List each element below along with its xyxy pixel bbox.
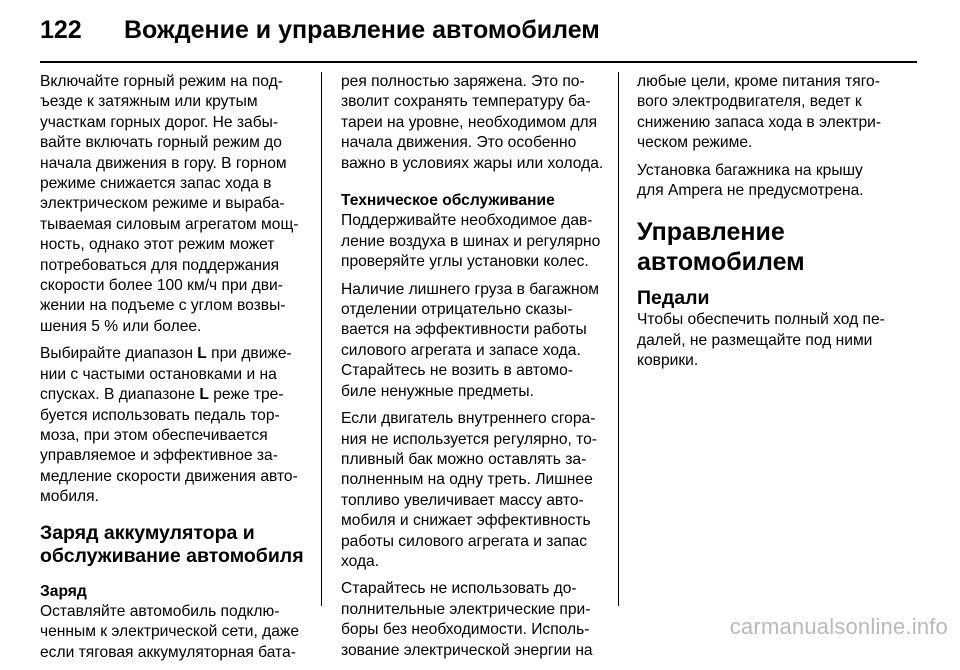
text-line: ление воздуха в шинах и регулярно: [341, 232, 601, 250]
text-line: режиме снижается запас хода в: [40, 175, 272, 193]
text-line: тываемая силовым агрегатом мощ-: [40, 215, 299, 233]
text-line: хода.: [341, 552, 380, 570]
text-line: коврики.: [637, 352, 699, 370]
text-line: зволит сохранять температуру ба-: [341, 93, 591, 111]
text-line: тареи на уровне, необходимом для: [341, 113, 598, 131]
text-line: пливный бак можно оставлять за-: [341, 450, 587, 468]
text-line: зование электрической энергии на: [341, 641, 593, 659]
text-line: для Ampera не предусмотрена.: [637, 182, 864, 200]
paragraph-cargo: [341, 280, 607, 402]
paragraph-hill-mode: [40, 72, 310, 337]
text-column-2: [341, 72, 607, 668]
text-line: отделении отрицательно сказы-: [341, 301, 573, 319]
text-line: Если двигатель внутреннего сгора-: [341, 410, 596, 428]
subheading-maintenance: Техническое обслуживание: [341, 192, 555, 210]
text-line: ность, однако этот режим может: [40, 236, 275, 254]
heading-line: Управление: [637, 218, 785, 247]
gear-range-l: L: [197, 345, 207, 363]
text-line: любые цели, кроме питания тяго-: [637, 73, 880, 90]
watermark: carmanualsonline.info: [729, 614, 948, 639]
paragraph-pedals: [637, 310, 907, 371]
text-line: ъезде к затяжным или крутым: [40, 93, 258, 111]
paragraph-energy-use: [637, 72, 907, 154]
text-line: топливо увеличивает массу авто-: [341, 491, 584, 509]
text-line: скорости более 100 км/ч при дви-: [40, 277, 283, 295]
text-line: полненным на одну треть. Лишнее: [341, 471, 593, 489]
text-line: Поддерживайте необходимое дав-: [341, 212, 593, 230]
text-line: мобиля и снижает эффективность: [341, 512, 591, 530]
text-line: силового агрегата и запасе хода.: [341, 341, 581, 359]
paragraph-roof-rack: [637, 161, 907, 202]
text-run: спусках. В диапазоне: [40, 386, 200, 404]
text-line: жении на подъеме с углом возвы-: [40, 297, 286, 315]
text-line: буется использовать педаль тор-: [40, 406, 280, 424]
heading-line: обслуживание автомобиля: [40, 544, 304, 567]
section-heading-vehicle-control: [637, 217, 907, 277]
text-line: потребоваться для поддержания: [40, 256, 280, 274]
text-line: [40, 344, 310, 364]
text-line: биле ненужные предметы.: [341, 382, 534, 400]
text-line: важно в условиях жары или холода.: [341, 154, 604, 172]
text-run: Выбирайте диапазон: [40, 345, 198, 363]
text-line: медление скорости движения авто-: [40, 467, 298, 485]
text-line: вайте включать горный режим до: [40, 134, 282, 152]
paragraph-charge: [40, 602, 310, 663]
text-line: электрическом режиме и выраба-: [40, 195, 285, 213]
text-line: проверяйте углы установки колес.: [341, 253, 589, 271]
text-line: боры без необходимости. Исполь-: [341, 621, 590, 639]
text-line: Наличие лишнего груза в багажном: [341, 280, 599, 298]
text-column-1: [40, 72, 310, 670]
text-line: участкам горных дорог. Не забы-: [40, 113, 279, 131]
heading-line: Заряд аккумулятора и: [40, 521, 255, 544]
heading-line: автомобилем: [637, 248, 805, 277]
text-line: [40, 385, 310, 405]
page-number: 122: [40, 15, 82, 44]
column-divider-2: [618, 72, 619, 606]
paragraph-l-range: [40, 344, 310, 507]
text-line: начала движения. Это особенно: [341, 134, 577, 152]
text-line: Установка багажника на крышу: [637, 161, 863, 179]
text-line: ченным к электрической сети, даже: [40, 623, 299, 641]
text-line: начала движения в гору. В горном: [40, 154, 287, 172]
paragraph-electrical: [341, 579, 607, 661]
paragraph-fuel: [341, 409, 607, 572]
text-line: ния не используется регулярно, то-: [341, 430, 597, 448]
text-line: рея полностью заряжена. Это по-: [341, 73, 585, 90]
text-run: реже тре-: [208, 386, 284, 404]
text-line: ческом режиме.: [637, 134, 753, 152]
text-line: шения 5 % или более.: [40, 317, 202, 335]
gear-range-l: L: [199, 386, 209, 404]
subheading-pedals: Педали: [637, 287, 710, 310]
text-line: Старайтесь не возить в автомо-: [341, 362, 573, 380]
text-line: полнительные электрические при-: [341, 600, 591, 618]
text-line: Старайтесь не использовать до-: [341, 580, 577, 598]
text-line: снижению запаса хода в электри-: [637, 113, 882, 131]
header-rule: [40, 61, 917, 63]
text-line: Чтобы обеспечить полный ход пе-: [637, 311, 885, 329]
section-heading-charging: [40, 522, 310, 568]
chapter-title: Вождение и управление автомобилем: [124, 15, 600, 44]
text-line: управляемое и эффективное за-: [40, 447, 278, 465]
text-line: работы силового агрегата и запас: [341, 532, 588, 550]
text-line: вается на эффективности работы: [341, 321, 587, 339]
paragraph-battery: [341, 72, 607, 174]
text-line: моза, при этом обеспечивается: [40, 426, 268, 444]
text-line: Оставляйте автомобиль подклю-: [40, 602, 280, 620]
text-column-3: [637, 72, 907, 379]
text-line: мобиля.: [40, 488, 99, 506]
subheading-charge: Заряд: [40, 582, 87, 600]
text-line: Включайте горный режим на под-: [40, 73, 283, 90]
text-run: при движе-: [206, 345, 292, 363]
text-line: далей, не размещайте под ними: [637, 331, 873, 349]
page-header: [40, 14, 920, 46]
text-line: нии с частыми остановками и на: [40, 365, 277, 383]
text-line: вого электродвигателя, ведет к: [637, 93, 862, 111]
column-divider-1: [321, 72, 322, 606]
text-line: если тяговая аккумуляторная бата-: [40, 643, 296, 661]
paragraph-tires: [341, 211, 607, 272]
